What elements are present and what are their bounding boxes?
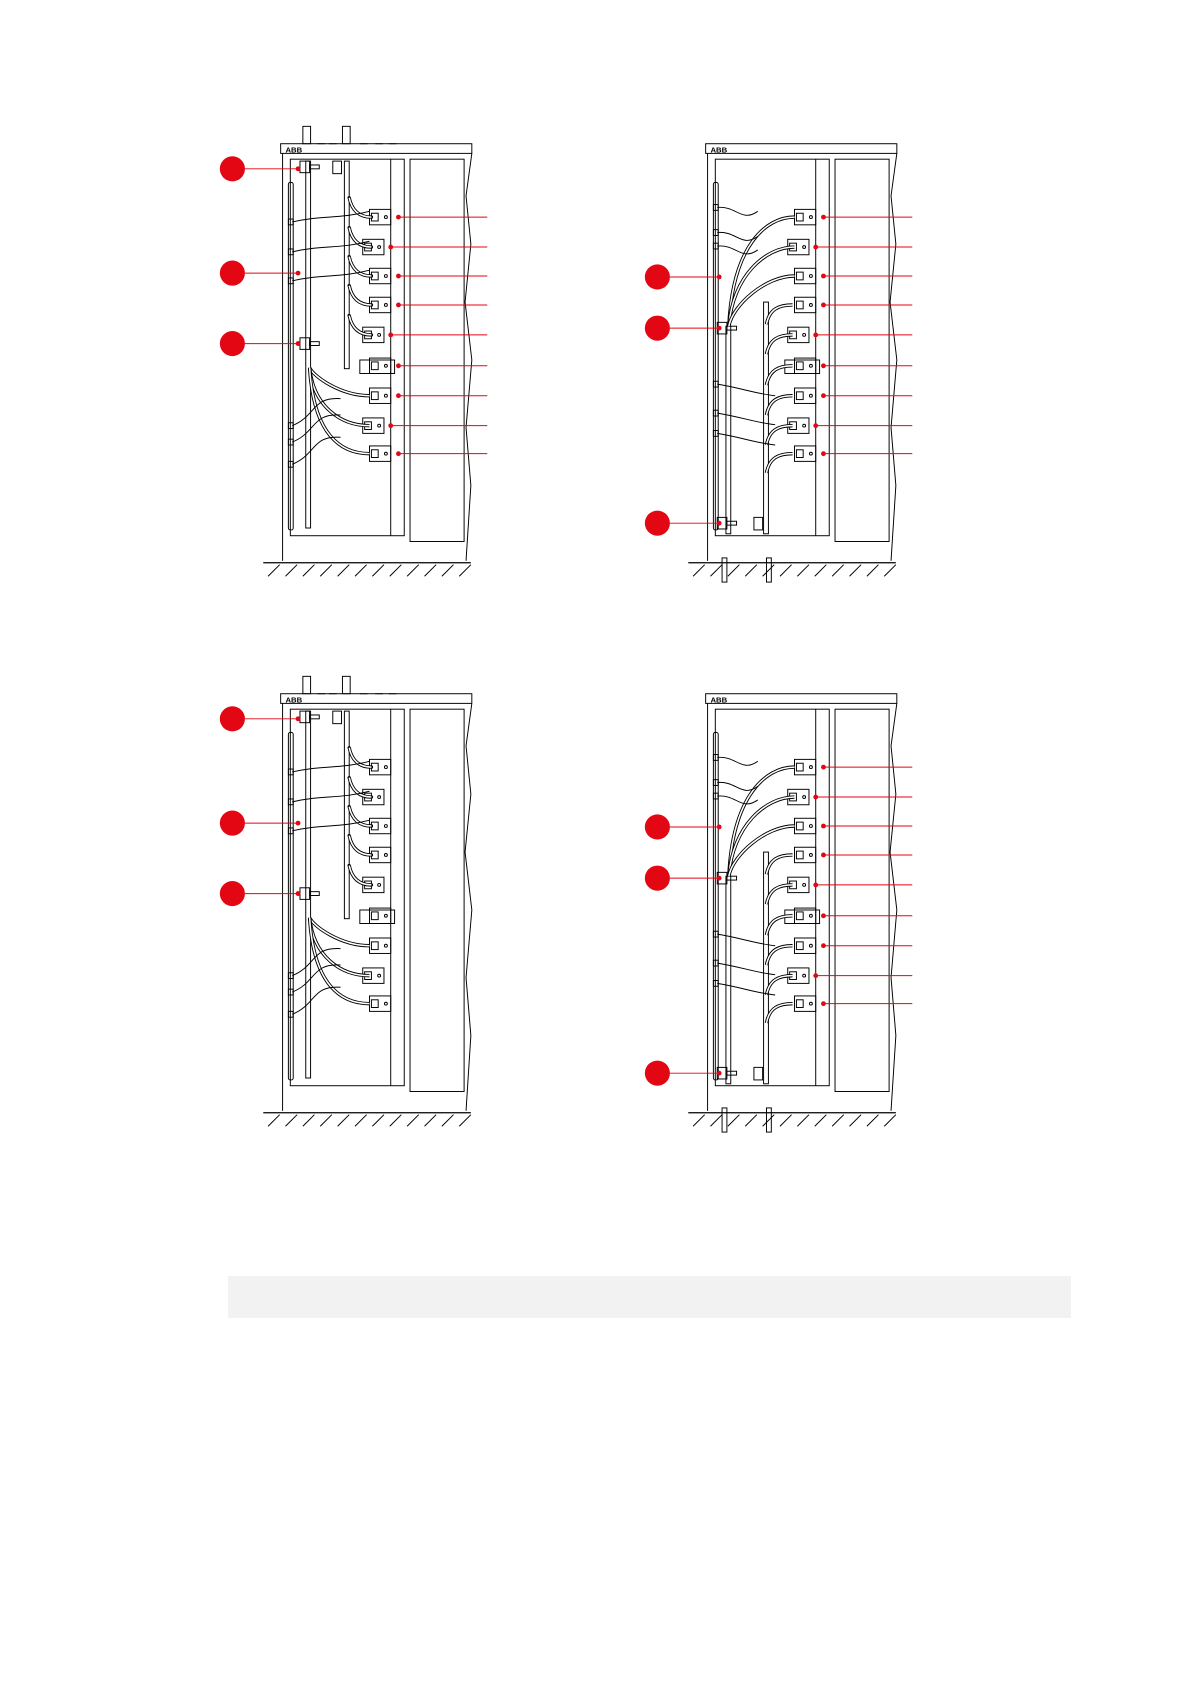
- terminal-hole: [809, 944, 812, 947]
- cabinet-roof: [281, 144, 472, 154]
- floor-hatch: [425, 565, 437, 577]
- side-panel: [835, 159, 889, 541]
- terminal-hole: [803, 333, 806, 336]
- cabinet-svg: [640, 660, 920, 1160]
- terminal-hole: [809, 364, 812, 367]
- callout-dot: [296, 891, 301, 896]
- side-panel: [835, 709, 889, 1091]
- terminal-screw: [371, 392, 378, 400]
- floor-hatch: [442, 565, 454, 577]
- callout-circle: [645, 511, 670, 536]
- clamp-bar: [310, 715, 320, 719]
- terminal-screw: [371, 450, 378, 458]
- floor-hatch: [442, 1115, 454, 1127]
- terminal-leader-dot: [396, 215, 401, 220]
- terminal-hole: [384, 1002, 387, 1005]
- floor-hatch: [850, 1115, 862, 1127]
- cable-branch-core: [310, 368, 370, 396]
- floor-hatch: [832, 565, 844, 577]
- cabinet-svg: [640, 110, 920, 610]
- floor-entry-cable: [722, 1108, 727, 1132]
- vertical-cable-secondary: [764, 852, 769, 1084]
- floor-hatch: [815, 565, 827, 577]
- terminal-hole: [809, 1002, 812, 1005]
- callout-circle: [645, 866, 670, 891]
- cabinet-svg: [215, 110, 495, 610]
- vertical-cable-main: [726, 326, 731, 534]
- terminal-hole: [803, 424, 806, 427]
- break-edge: [890, 703, 897, 1110]
- callout-circle: [645, 1061, 670, 1086]
- cabinet-drawing-bottom-left: [215, 660, 495, 1160]
- floor-hatch: [728, 565, 740, 577]
- abb-logo: ABB: [285, 145, 303, 155]
- cable-branch: [729, 217, 795, 326]
- cabinet: [263, 126, 472, 576]
- abb-logo: ABB: [710, 695, 728, 705]
- floor-hatch: [763, 1115, 775, 1127]
- terminal-hole: [803, 246, 806, 249]
- cable-clamp: [754, 517, 763, 530]
- callout-dot: [717, 275, 722, 280]
- cable-branch: [310, 918, 370, 946]
- cable-branch-core: [349, 836, 371, 855]
- terminal-leader-dot: [396, 274, 401, 279]
- cable-gland: [342, 126, 350, 143]
- floor-hatch: [407, 1115, 419, 1127]
- floor-hatch: [693, 565, 705, 577]
- callout-dot: [296, 341, 301, 346]
- terminal-leader-dot: [813, 973, 818, 978]
- cabinet-drawing-top-right: [640, 110, 920, 610]
- floor-hatch: [797, 1115, 809, 1127]
- callout-circle: [220, 706, 245, 731]
- terminal-leader-dot: [821, 393, 826, 398]
- terminal-hole: [384, 854, 387, 857]
- terminal-leader-dot: [821, 363, 826, 368]
- vertical-cable-secondary: [344, 711, 349, 919]
- break-edge: [465, 703, 472, 1110]
- terminal-leader-dot: [396, 303, 401, 308]
- terminal-hole: [384, 766, 387, 769]
- terminal-hole: [378, 246, 381, 249]
- terminal-screw: [796, 450, 803, 458]
- callout-circle: [645, 814, 670, 839]
- cable-clamp: [333, 161, 342, 174]
- floor-hatch: [832, 1115, 844, 1127]
- terminal-hole: [809, 275, 812, 278]
- callouts: [220, 156, 487, 456]
- terminal-leader-dot: [821, 1001, 826, 1006]
- callout-dot: [296, 271, 301, 276]
- floor-hatch: [407, 565, 419, 577]
- floor-hatch: [815, 1115, 827, 1127]
- cabinet: [688, 694, 897, 1132]
- floor-hatch: [693, 1115, 705, 1127]
- terminal-hole: [378, 974, 381, 977]
- floor-hatch: [390, 565, 402, 577]
- cable-clamp: [300, 888, 310, 900]
- terminal-screw: [796, 851, 803, 859]
- cabinet-roof: [706, 144, 897, 154]
- caption-bar: [228, 1276, 1071, 1318]
- cabinet: [263, 676, 472, 1126]
- terminal-hole: [809, 394, 812, 397]
- floor-hatch: [710, 565, 722, 577]
- callout-circle: [645, 264, 670, 289]
- cable-branch-core: [729, 826, 795, 876]
- floor-hatch: [338, 565, 350, 577]
- floor-hatch: [320, 1115, 332, 1127]
- terminal-screw: [371, 362, 378, 370]
- floor-hatch: [355, 1115, 367, 1127]
- clamp-bar: [727, 1071, 737, 1075]
- terminal-leader-dot: [813, 882, 818, 887]
- terminal-hole: [384, 914, 387, 917]
- terminal-leader-dot: [821, 913, 826, 918]
- abb-logo: ABB: [710, 145, 728, 155]
- callout-circle: [220, 811, 245, 836]
- terminal-screw: [796, 213, 803, 221]
- floor-hatch: [303, 565, 315, 577]
- terminal-hole: [384, 304, 387, 307]
- floor-hatch: [459, 565, 471, 577]
- terminal-hole: [809, 825, 812, 828]
- cabinet-drawing-bottom-right: [640, 660, 920, 1160]
- terminal-hole: [809, 914, 812, 917]
- floor-hatch: [728, 1115, 740, 1127]
- earth-wire: [717, 232, 758, 240]
- side-panel: [410, 159, 464, 541]
- callout-circle: [220, 261, 245, 286]
- floor-hatch: [268, 1115, 280, 1127]
- terminal-hole: [809, 854, 812, 857]
- cable-clamp: [300, 338, 310, 350]
- terminal-hole: [803, 796, 806, 799]
- floor-hatch: [710, 1115, 722, 1127]
- earth-wire: [717, 757, 758, 765]
- cabinet-svg: [215, 660, 495, 1160]
- floor-hatch: [745, 1115, 757, 1127]
- floor-hatch: [867, 565, 879, 577]
- terminal-leader-dot: [813, 245, 818, 250]
- cable-clamp: [333, 711, 342, 724]
- terminal-screw: [796, 392, 803, 400]
- clamp-bar: [727, 521, 737, 525]
- callout-circle: [220, 156, 245, 181]
- cable-branch: [310, 368, 370, 396]
- floor-hatch: [372, 1115, 384, 1127]
- earth-wire: [717, 246, 758, 254]
- cable-branch-core: [310, 918, 370, 946]
- clamp-bar: [727, 326, 737, 330]
- floor-hatch: [884, 1115, 896, 1127]
- caption-text: [228, 1276, 1071, 1300]
- floor-hatch: [780, 1115, 792, 1127]
- floor-hatch: [867, 1115, 879, 1127]
- terminal-leader-dot: [821, 824, 826, 829]
- floor-hatch: [372, 565, 384, 577]
- vertical-cable-secondary: [764, 302, 769, 534]
- floor-hatch: [303, 1115, 315, 1127]
- terminal-screw: [796, 301, 803, 309]
- terminal-hole: [384, 216, 387, 219]
- terminal-hole: [378, 424, 381, 427]
- cabinet-roof: [281, 694, 472, 704]
- earth-wire: [717, 782, 758, 790]
- cable-branch: [729, 767, 795, 876]
- terminal-screw: [796, 942, 803, 950]
- abb-logo: ABB: [285, 695, 303, 705]
- terminal-hole: [384, 394, 387, 397]
- terminal-leader-dot: [821, 303, 826, 308]
- cable-branch-core: [349, 866, 371, 885]
- terminal-screw: [796, 822, 803, 830]
- terminal-leader-dot: [821, 215, 826, 220]
- callouts: [645, 215, 912, 536]
- floor-hatch: [797, 565, 809, 577]
- clamp-bar: [310, 165, 320, 169]
- cable-branch: [729, 276, 795, 326]
- terminal-leader-dot: [396, 363, 401, 368]
- terminal-leader-dot: [813, 795, 818, 800]
- terminal-hole: [384, 452, 387, 455]
- cabinet-roof: [706, 694, 897, 704]
- callout-circle: [220, 331, 245, 356]
- terminal-hole: [384, 825, 387, 828]
- floor-hatch: [320, 565, 332, 577]
- cable-branch: [729, 826, 795, 876]
- callout-dot: [717, 825, 722, 830]
- cable-gland: [342, 676, 350, 693]
- callout-dot: [296, 166, 301, 171]
- floor-hatch: [780, 565, 792, 577]
- terminal-screw: [796, 763, 803, 771]
- callouts: [645, 765, 912, 1086]
- clamp-bar: [727, 876, 737, 880]
- terminal-hole: [384, 275, 387, 278]
- terminal-leader-dot: [821, 853, 826, 858]
- floor-hatch: [745, 565, 757, 577]
- cable-branch-core: [729, 276, 795, 326]
- terminal-leader-dot: [388, 245, 393, 250]
- vertical-cable-main: [726, 876, 731, 1084]
- terminal-hole: [378, 333, 381, 336]
- floor-hatch: [850, 565, 862, 577]
- terminal-leader-dot: [821, 451, 826, 456]
- floor-hatch: [390, 1115, 402, 1127]
- terminal-leader-dot: [821, 943, 826, 948]
- terminal-leader-dot: [813, 423, 818, 428]
- floor-hatch: [355, 565, 367, 577]
- side-panel: [410, 709, 464, 1091]
- terminal-screw: [796, 272, 803, 280]
- floor-hatch: [459, 1115, 471, 1127]
- cable-gland: [303, 676, 311, 693]
- cable-clamp: [300, 161, 310, 173]
- cabinet: [688, 144, 897, 582]
- terminal-hole: [809, 304, 812, 307]
- terminal-hole: [378, 883, 381, 886]
- callout-dot: [717, 876, 722, 881]
- break-edge: [465, 153, 472, 560]
- terminal-leader-dot: [821, 765, 826, 770]
- callout-dot: [717, 1071, 722, 1076]
- floor-hatch: [268, 565, 280, 577]
- terminal-hole: [378, 796, 381, 799]
- floor-hatch: [425, 1115, 437, 1127]
- cabinet-drawing-top-left: [215, 110, 495, 610]
- callout-dot: [717, 326, 722, 331]
- earth-wire: [717, 207, 758, 215]
- cable-branch-core: [349, 316, 371, 335]
- floor-hatch: [763, 565, 775, 577]
- terminal-hole: [809, 766, 812, 769]
- terminal-leader-dot: [813, 332, 818, 337]
- terminal-hole: [809, 216, 812, 219]
- floor-entry-cable: [722, 558, 727, 582]
- terminal-screw: [796, 912, 803, 920]
- terminal-screw: [371, 912, 378, 920]
- clamp-bar: [310, 892, 320, 896]
- callout-dot: [296, 821, 301, 826]
- terminal-hole: [384, 944, 387, 947]
- clamp-bar: [310, 342, 320, 346]
- terminal-leader-dot: [396, 451, 401, 456]
- vertical-cable-secondary: [344, 161, 349, 369]
- terminal-screw: [371, 942, 378, 950]
- callout-dot: [717, 521, 722, 526]
- terminal-hole: [803, 883, 806, 886]
- terminal-screw: [796, 1000, 803, 1008]
- terminal-screw: [796, 362, 803, 370]
- cable-branch-core: [349, 286, 371, 305]
- cable-branch: [310, 368, 370, 454]
- callout-dot: [296, 716, 301, 721]
- terminal-hole: [803, 974, 806, 977]
- cable-gland: [303, 126, 311, 143]
- terminal-hole: [384, 364, 387, 367]
- callout-circle: [220, 881, 245, 906]
- earth-wire: [717, 796, 758, 804]
- terminal-leader-dot: [388, 332, 393, 337]
- terminal-hole: [809, 452, 812, 455]
- floor-hatch: [338, 1115, 350, 1127]
- cable-clamp: [300, 711, 310, 723]
- callout-circle: [645, 316, 670, 341]
- cable-clamp: [754, 1067, 763, 1080]
- floor-hatch: [884, 565, 896, 577]
- terminal-leader-dot: [396, 393, 401, 398]
- terminal-screw: [371, 1000, 378, 1008]
- break-edge: [890, 153, 897, 560]
- floor-hatch: [285, 565, 297, 577]
- cable-branch: [310, 918, 370, 1004]
- terminal-leader-dot: [388, 423, 393, 428]
- floor-hatch: [285, 1115, 297, 1127]
- terminal-leader-dot: [821, 274, 826, 279]
